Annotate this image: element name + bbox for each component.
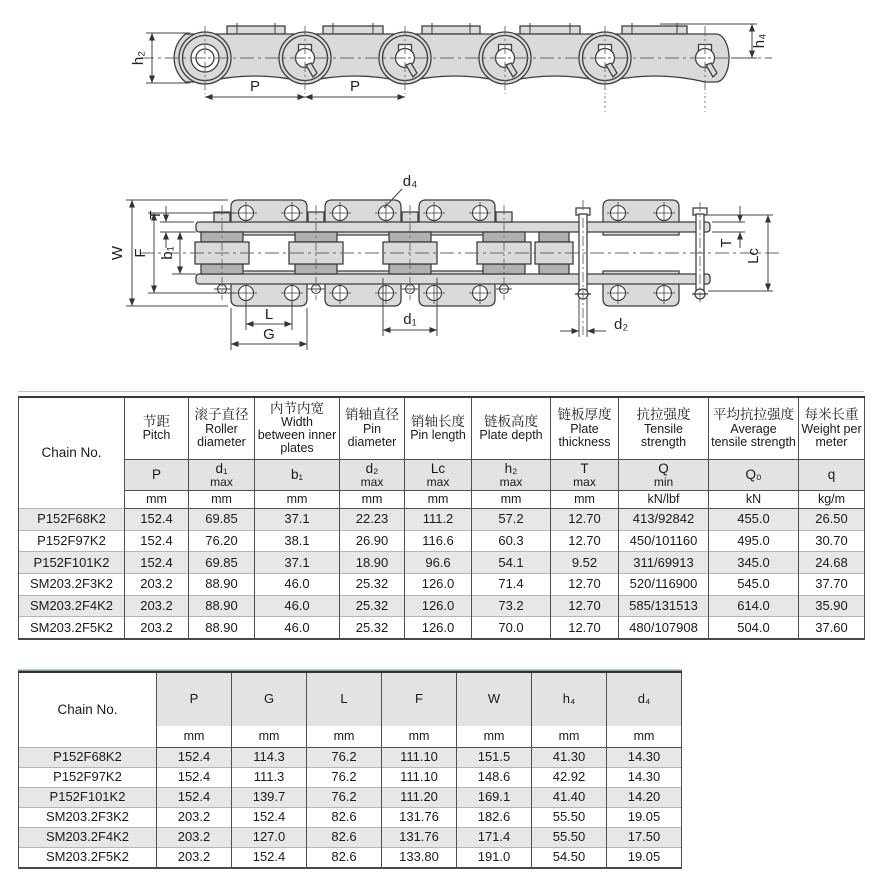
value-cell: 12.70	[551, 574, 619, 596]
value-cell: 54.1	[472, 552, 551, 574]
dim-label-p-right: P	[349, 78, 361, 95]
value-cell: 35.90	[799, 595, 865, 617]
value-cell: 57.2	[472, 509, 551, 531]
value-cell: 12.70	[551, 595, 619, 617]
chain-no-cell: SM203.2F4K2	[19, 595, 125, 617]
symbol-header: T max	[551, 460, 619, 491]
value-cell: 37.70	[799, 574, 865, 596]
symbol-header: Q₀	[709, 460, 799, 491]
value-cell: 60.3	[472, 530, 551, 552]
value-cell: 311/69913	[619, 552, 709, 574]
value-cell: 152.4	[232, 808, 307, 828]
unit-header: mm	[532, 726, 607, 748]
value-cell: 46.0	[255, 617, 340, 639]
col-header: 平均抗拉强度 Average tensile strength	[709, 397, 799, 460]
unit-header: mm	[472, 491, 551, 509]
value-cell: 69.85	[189, 552, 255, 574]
value-cell: 152.4	[157, 788, 232, 808]
symbol-header: Q min	[619, 460, 709, 491]
value-cell: 37.60	[799, 617, 865, 639]
chain-no-cell: P152F97K2	[19, 768, 157, 788]
value-cell: 96.6	[405, 552, 472, 574]
spec-table-2-body	[19, 748, 682, 869]
unit-header: mm	[607, 726, 682, 748]
value-cell: 18.90	[340, 552, 405, 574]
value-cell: 203.2	[157, 848, 232, 869]
value-cell: 12.70	[551, 617, 619, 639]
dim-label-d2: d₂	[614, 316, 629, 333]
chain-technical-drawing	[0, 0, 888, 385]
dim-t-left	[160, 206, 194, 248]
table-row	[19, 768, 682, 788]
value-cell: 504.0	[709, 617, 799, 639]
table-row	[19, 748, 682, 768]
value-cell: 42.92	[532, 768, 607, 788]
symbol-header: L	[307, 672, 382, 726]
col-header: 销轴直径 Pin diameter	[340, 397, 405, 460]
chain-no-cell: P152F97K2	[19, 530, 125, 552]
table-row	[19, 617, 865, 639]
value-cell: 55.50	[532, 808, 607, 828]
chain-no-cell: P152F68K2	[19, 509, 125, 531]
unit-header: mm	[157, 726, 232, 748]
value-cell: 585/131513	[619, 595, 709, 617]
value-cell: 131.76	[382, 828, 457, 848]
value-cell: 14.30	[607, 748, 682, 768]
dim-label-d1: d₁	[403, 311, 417, 328]
dim-label-l: L	[264, 306, 274, 323]
value-cell: 46.0	[255, 595, 340, 617]
value-cell: 38.1	[255, 530, 340, 552]
value-cell: 203.2	[125, 617, 189, 639]
value-cell: 37.1	[255, 552, 340, 574]
spec-table-1	[18, 396, 865, 640]
value-cell: 25.32	[340, 574, 405, 596]
value-cell: 41.30	[532, 748, 607, 768]
symbol-header: F	[382, 672, 457, 726]
value-cell: 82.6	[307, 808, 382, 828]
dim-label-b1: b₁	[159, 246, 176, 260]
value-cell: 111.10	[382, 748, 457, 768]
value-cell: 203.2	[125, 595, 189, 617]
dim-label-g: G	[263, 326, 275, 343]
value-cell: 25.32	[340, 617, 405, 639]
value-cell: 152.4	[157, 748, 232, 768]
value-cell: 22.23	[340, 509, 405, 531]
unit-header: kN	[709, 491, 799, 509]
chain-no-cell: P152F101K2	[19, 788, 157, 808]
value-cell: 76.2	[307, 768, 382, 788]
value-cell: 203.2	[157, 808, 232, 828]
value-cell: 14.20	[607, 788, 682, 808]
unit-header: mm	[125, 491, 189, 509]
dim-label-f: F	[132, 248, 149, 258]
col-header: 内节内宽 Width between inner plates	[255, 397, 340, 460]
value-cell: 169.1	[457, 788, 532, 808]
value-cell: 116.6	[405, 530, 472, 552]
value-cell: 46.0	[255, 574, 340, 596]
symbol-header: d₁ max	[189, 460, 255, 491]
value-cell: 19.05	[607, 808, 682, 828]
symbol-header: Lc max	[405, 460, 472, 491]
value-cell: 148.6	[457, 768, 532, 788]
table-row	[19, 808, 682, 828]
unit-header: kN/lbf	[619, 491, 709, 509]
dim-label-h2: h₂	[130, 50, 147, 66]
chain-plan-view	[126, 189, 780, 350]
chain-side-view	[140, 23, 772, 112]
value-cell: 37.1	[255, 509, 340, 531]
value-cell: 19.05	[607, 848, 682, 869]
value-cell: 111.2	[405, 509, 472, 531]
value-cell: 76.2	[307, 748, 382, 768]
col-header: 销轴长度 Pin length	[405, 397, 472, 460]
value-cell: 455.0	[709, 509, 799, 531]
unit-header: mm	[457, 726, 532, 748]
symbol-header: P	[157, 672, 232, 726]
chain-no-cell: SM203.2F5K2	[19, 848, 157, 869]
value-cell: 88.90	[189, 617, 255, 639]
spec-table-2-wrap	[18, 671, 681, 869]
chain-no-cell: SM203.2F4K2	[19, 828, 157, 848]
value-cell: 71.4	[472, 574, 551, 596]
symbol-header: q	[799, 460, 865, 491]
col-header: 链板厚度 Plate thickness	[551, 397, 619, 460]
value-cell: 614.0	[709, 595, 799, 617]
value-cell: 127.0	[232, 828, 307, 848]
value-cell: 203.2	[157, 828, 232, 848]
table-row	[19, 595, 865, 617]
unit-header: kg/m	[799, 491, 865, 509]
value-cell: 24.68	[799, 552, 865, 574]
value-cell: 450/101160	[619, 530, 709, 552]
value-cell: 88.90	[189, 595, 255, 617]
chain-no-cell: SM203.2F3K2	[19, 574, 125, 596]
dim-label-t-left: T	[147, 210, 164, 220]
value-cell: 111.3	[232, 768, 307, 788]
value-cell: 111.20	[382, 788, 457, 808]
dim-label-t-right: T	[718, 238, 735, 248]
table-row	[19, 828, 682, 848]
value-cell: 69.85	[189, 509, 255, 531]
table-row	[19, 788, 682, 808]
dim-label-lc: Lc	[745, 248, 762, 264]
table-row	[19, 509, 865, 531]
value-cell: 76.20	[189, 530, 255, 552]
chain-no-header: Chain No.	[19, 672, 157, 748]
value-cell: 88.90	[189, 574, 255, 596]
value-cell: 152.4	[157, 768, 232, 788]
value-cell: 54.50	[532, 848, 607, 869]
value-cell: 55.50	[532, 828, 607, 848]
symbol-header: P	[125, 460, 189, 491]
symbol-header: b₁	[255, 460, 340, 491]
symbol-header: W	[457, 672, 532, 726]
dim-label-p-left: P	[249, 78, 261, 95]
value-cell: 126.0	[405, 595, 472, 617]
value-cell: 26.90	[340, 530, 405, 552]
value-cell: 182.6	[457, 808, 532, 828]
value-cell: 126.0	[405, 617, 472, 639]
chain-no-cell: SM203.2F5K2	[19, 617, 125, 639]
value-cell: 495.0	[709, 530, 799, 552]
value-cell: 73.2	[472, 595, 551, 617]
table-row	[19, 848, 682, 869]
value-cell: 413/92842	[619, 509, 709, 531]
unit-header: mm	[382, 726, 457, 748]
value-cell: 111.10	[382, 768, 457, 788]
value-cell: 520/116900	[619, 574, 709, 596]
chain-no-cell: SM203.2F3K2	[19, 808, 157, 828]
spec-table-2	[18, 671, 682, 869]
col-header: 滚子直径 Roller diameter	[189, 397, 255, 460]
value-cell: 12.70	[551, 530, 619, 552]
unit-header: mm	[551, 491, 619, 509]
value-cell: 152.4	[232, 848, 307, 869]
value-cell: 480/107908	[619, 617, 709, 639]
table-row	[19, 574, 865, 596]
dim-label-w: W	[109, 245, 126, 261]
value-cell: 131.76	[382, 808, 457, 828]
table-row	[19, 552, 865, 574]
value-cell: 12.70	[551, 509, 619, 531]
value-cell: 76.2	[307, 788, 382, 808]
value-cell: 139.7	[232, 788, 307, 808]
value-cell: 114.3	[232, 748, 307, 768]
spec-table-1-wrap	[18, 391, 864, 640]
spec-table-1-body	[19, 509, 865, 640]
value-cell: 345.0	[709, 552, 799, 574]
value-cell: 152.4	[125, 530, 189, 552]
unit-header: mm	[255, 491, 340, 509]
value-cell: 17.50	[607, 828, 682, 848]
unit-header: mm	[405, 491, 472, 509]
value-cell: 26.50	[799, 509, 865, 531]
value-cell: 25.32	[340, 595, 405, 617]
unit-header: mm	[232, 726, 307, 748]
col-header: 链板高度 Plate depth	[472, 397, 551, 460]
chain-no-header: Chain No.	[19, 397, 125, 509]
symbol-header: d₂ max	[340, 460, 405, 491]
attachment-tabs	[227, 26, 687, 34]
value-cell: 191.0	[457, 848, 532, 869]
value-cell: 70.0	[472, 617, 551, 639]
dim-label-d4: d₄	[402, 173, 418, 190]
value-cell: 14.30	[607, 768, 682, 788]
dim-label-h4: h₄	[751, 33, 768, 49]
symbol-header: h₂ max	[472, 460, 551, 491]
unit-header: mm	[189, 491, 255, 509]
value-cell: 151.5	[457, 748, 532, 768]
value-cell: 30.70	[799, 530, 865, 552]
table-row	[19, 530, 865, 552]
symbol-header: h₄	[532, 672, 607, 726]
col-header: 抗拉强度 Tensile strength	[619, 397, 709, 460]
value-cell: 152.4	[125, 552, 189, 574]
value-cell: 126.0	[405, 574, 472, 596]
value-cell: 133.80	[382, 848, 457, 869]
value-cell: 545.0	[709, 574, 799, 596]
unit-header: mm	[340, 491, 405, 509]
value-cell: 203.2	[125, 574, 189, 596]
unit-header: mm	[307, 726, 382, 748]
col-header: 节距 Pitch	[125, 397, 189, 460]
symbol-header: G	[232, 672, 307, 726]
chain-no-cell: P152F101K2	[19, 552, 125, 574]
symbol-header: d₄	[607, 672, 682, 726]
value-cell: 152.4	[125, 509, 189, 531]
value-cell: 82.6	[307, 848, 382, 869]
value-cell: 9.52	[551, 552, 619, 574]
value-cell: 171.4	[457, 828, 532, 848]
value-cell: 41.40	[532, 788, 607, 808]
col-header: 每米长重 Weight per meter	[799, 397, 865, 460]
value-cell: 82.6	[307, 828, 382, 848]
chain-no-cell: P152F68K2	[19, 748, 157, 768]
